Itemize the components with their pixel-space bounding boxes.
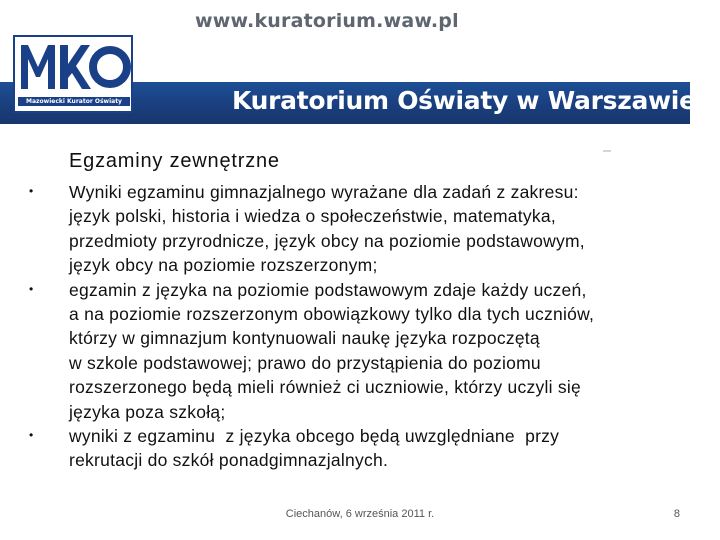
mko-logo <box>13 35 133 113</box>
logo-caption: Mazowiecki Kurator Oświaty <box>18 97 130 106</box>
page-number: 8 <box>673 508 680 520</box>
list-item-line: wyniki z egzaminu z języka obcego będą uwzględniane przy <box>69 426 560 446</box>
header <box>0 0 720 140</box>
list-item-line: języka poza szkołą; <box>69 401 226 422</box>
list-item-line: a na poziomie rozszerzonym obowiązkowy tylko dla tych uczniów, <box>69 304 595 324</box>
list-item-line: język polski, historia i wiedza o społeczeństwie, matematyka, <box>69 206 556 227</box>
list-item-line: Wyniki egzaminu gimnazjalnego wyrażane dla zadań z zakresu: <box>69 182 579 202</box>
bullet-marker: • <box>29 281 34 296</box>
list-item-line: rekrutacji do szkół ponadgimnazjalnych. <box>69 450 389 471</box>
bullet-marker: • <box>29 428 34 442</box>
site-url[interactable]: www.kuratorium.waw.pl <box>195 10 459 32</box>
list-item-line: w szkole podstawowej; prawo do przystąpienia do poziomu <box>69 352 541 373</box>
organization-title: Kuratorium Oświaty w Warszawie <box>232 86 696 115</box>
bullet-marker: • <box>29 184 34 198</box>
slide-title: Egzaminy zewnętrzne <box>69 150 280 172</box>
list-item-line: język obcy na poziomie rozszerzonym; <box>69 255 378 276</box>
list-item-line: egzamin z języka na poziomie podstawowym zdaje każdy uczeń, <box>69 279 587 300</box>
list-item-line: którzy w gimnazjum kontynuowali naukę języka rozpoczętą <box>69 328 540 349</box>
decorative-dash <box>603 150 611 152</box>
list-item-line: rozszerzonego będą mieli również ci uczniowie, którzy uczyli się <box>69 377 582 398</box>
list-item-line: przedmioty przyrodnicze, język obcy na poziomie podstawowym, <box>69 230 585 251</box>
footer-location-date: Ciechanów, 6 września 2011 r. <box>285 508 435 520</box>
